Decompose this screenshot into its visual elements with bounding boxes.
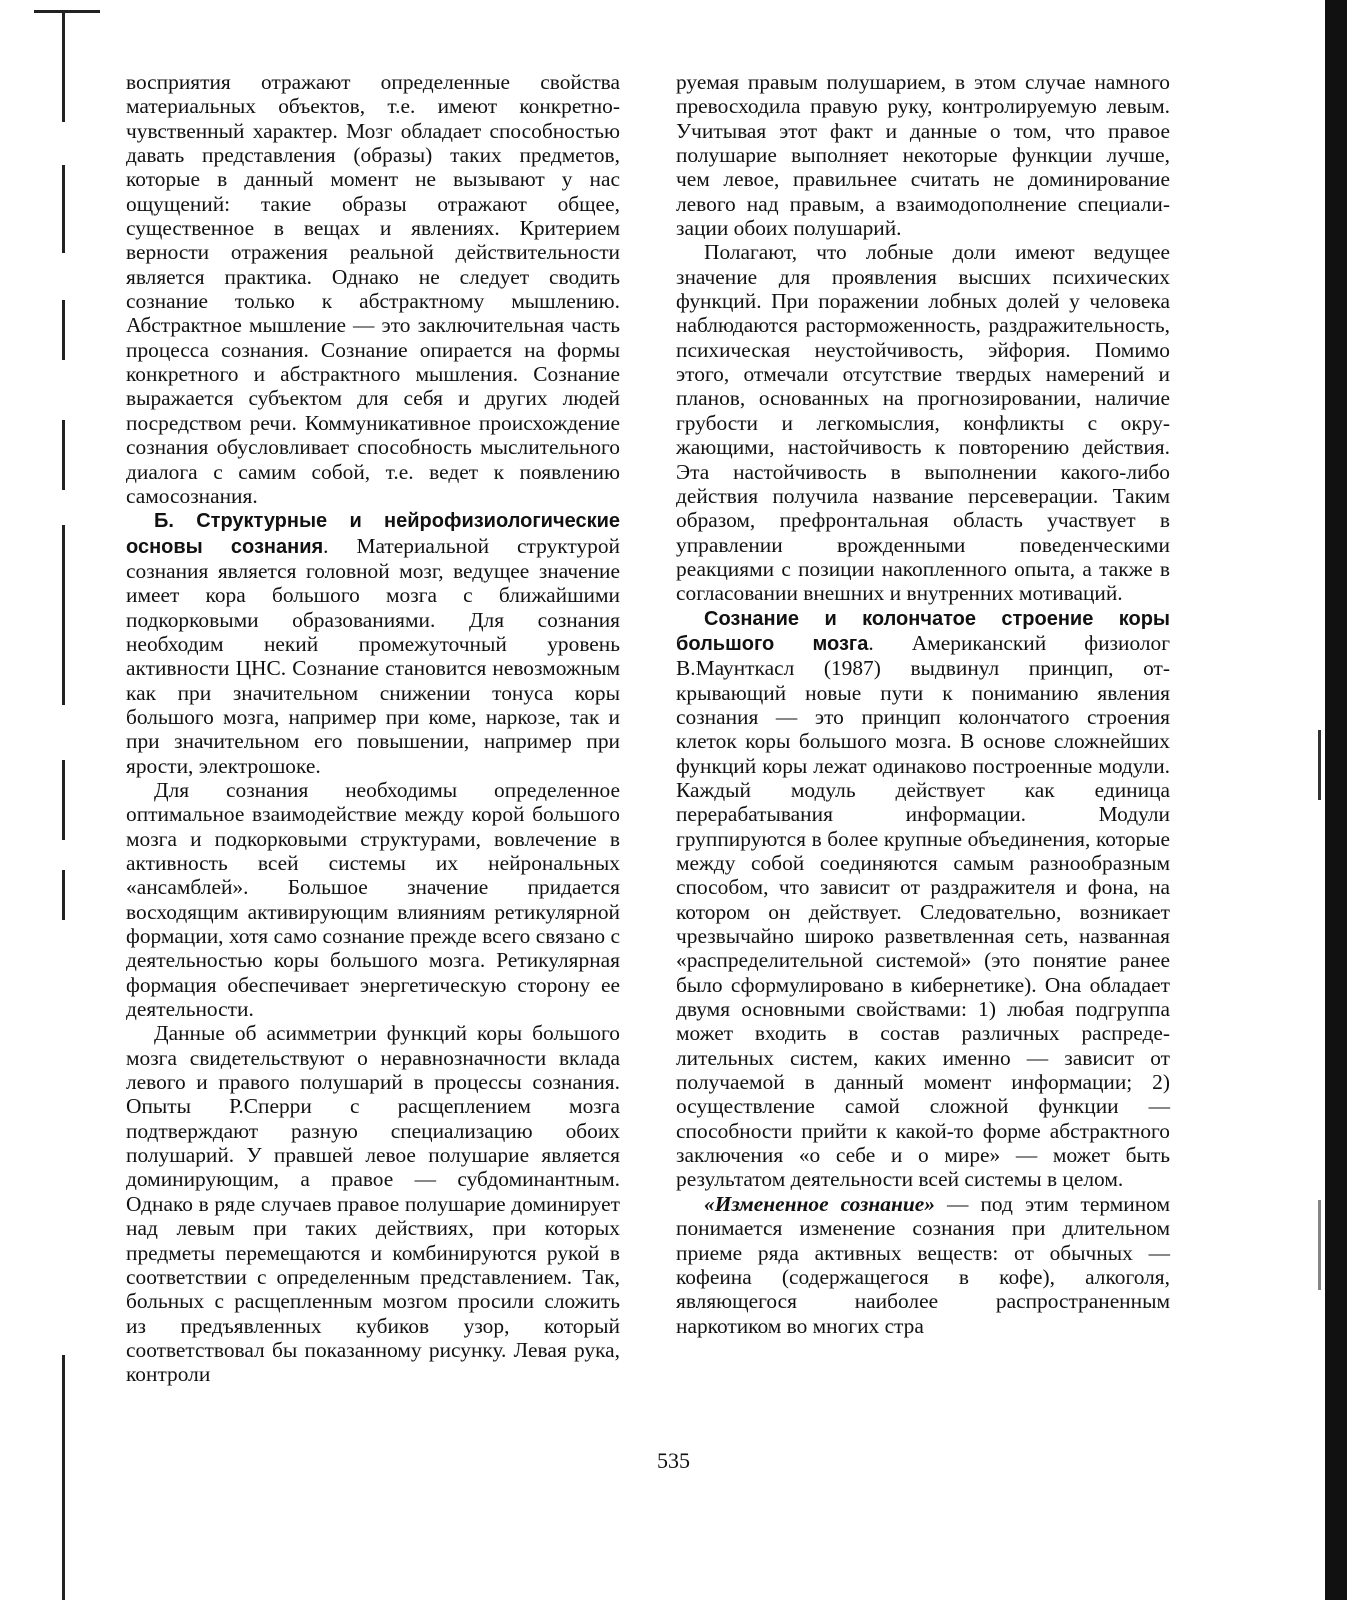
scan-artifact-top-mark <box>34 10 100 13</box>
paragraph <box>676 1192 1170 1338</box>
scan-artifact-left-line <box>62 525 65 705</box>
paragraph: руемая правым полушарием, в этом случае намного превосходила правую руку, контролируемую левым. Учитывая этот факт и данные о том, что правое полушарие выполняет некоторые функции лучше, чем левое, правильнее считать не доминирование левого над правым, а взаимодополнение специализации обоих полушарий. <box>676 70 1170 241</box>
paragraph: Данные об асимметрии функций коры большого мозга свидетельствуют о неравнозначности вклада левого и правого полушарий в процессы сознания. Опыты Р.Сперри с расщеплением мозга подтверждают разную специализацию обоих полушарий. У правшей левое полушарие является доминирующим, а правое — субдоминантным. Однако в ряде случаев правое полушарие доминирует над левым при таких действиях, при которых предметы перемещаются и комбинируются рукой в соответствии с определенным представлением. Так, больных с расщепленным мозгом просили сложить из предъявленных кубиков узор, который соответствовал бы показанному рисунку. Левая рука, контроли <box>126 1021 620 1387</box>
paragraph: восприятия отражают определенные свойства материальных объектов, т.е. имеют конкретно-чувственный характер. Мозг обладает способностью давать представления (образы) таких предметов, которые в данный момент не вызывают у нас ощущений: такие образы отражают общее, существенное в вещах и явлениях. Критерием верности отражения реальной действительности является практика. Однако не следует сводить сознание только к абстрактному мышлению. Абстрактное мышление — это заключительная часть процесса сознания. Сознание опирается на формы конкретного и абстрактного мышления. Сознание выражается субъектом для себя и других людей посредством речи. Коммуникативное происхождение сознания обусловливает способность мыслительного диалога с самим собой, т.е. ведет к появлению самосознания. <box>126 70 620 508</box>
scan-artifact-right-line <box>1318 1200 1321 1290</box>
paragraph: Полагают, что лобные доли имеют ведущее значение для проявления высших психических функций. При поражении лобных долей у человека наблюдаются расторможенность, раздражительность, психическая неустойчивость, эйфория. Помимо этого, отмечали отсутствие твердых намерений и планов, основанных на прогнозировании, наличие грубости и легкомыслия, конфликты с окружающими, настойчивость к повторению действия. Эта настойчивость в выполнении какого-либо действия получила название персеверации. Таким образом, префронтальная область участвует в управлении врожденными поведенческими реакциями с позиции накопленного опыта, а также в согласовании внешних и внутренних мотиваций. <box>676 240 1170 606</box>
paragraph <box>126 508 620 778</box>
left-column <box>126 70 620 1387</box>
scan-artifact-left-line <box>62 300 65 360</box>
scan-artifact-left-line <box>62 165 65 253</box>
paragraph <box>676 606 1170 1192</box>
term-heading: «Измененное сознание» <box>704 1191 935 1216</box>
scan-artifact-left-line <box>62 420 65 490</box>
scan-artifact-right-edge <box>1325 0 1347 1600</box>
scan-artifact-left-line <box>62 10 65 122</box>
paragraph: Для сознания необходимы определенное оптимальное взаимодействие между корой большого мозга и подкорковыми структурами, вовлечение в активность всей системы их нейрональных «ансамблей». Большое значение придается восходящим активирующим влияниям ретикулярной формации, хотя само сознание прежде всего связано с деятельностью коры большого мозга. Ретикулярная формация обеспечивает энергетическую сторону ее деятельности. <box>126 777 620 1022</box>
scan-artifact-right-line <box>1318 730 1321 800</box>
scan-artifact-left-line <box>62 1355 65 1600</box>
paragraph-text: . Материальной структурой сознания является головной мозг, ведущее значение имеет кора большого мозга с ближайшими подкорковыми образованиями. Для сознания необходим некий промежуточный уровень активности ЦНС. Сознание становится невозможным как при значительном снижении тонуса коры большого мозга, например при коме, наркозе, так и при значительном его повышении, например при ярости, электрошоке. <box>126 533 620 778</box>
right-column <box>676 70 1170 1338</box>
section-heading: Б. Структурные и нейрофизиологические основы сознания <box>126 510 620 558</box>
page-number: 535 <box>657 1448 690 1473</box>
section-heading: Сознание и колончатое строение коры большого мозга <box>676 607 1170 655</box>
paragraph-text: — под этим термином понимается изменение сознания при длительном приеме ряда активных веществ: от обычных — кофеина (содержащегося в кофе), алкоголя, являющегося наиболее распространенным наркотиком во многих стра <box>676 1191 1170 1338</box>
paragraph-text: . Американский физиолог В.Маунткасл (1987) выдвинул принцип, открывающий новые пути к пониманию явления сознания — это принцип колончатого строения клеток коры большого мозга. В основе сложнейших функций коры лежат одинаково построенные модули. Каждый модуль действует как единица перерабатывания информации. Модули группируются в более крупные объединения, которые между собой соединяются самым разнообразным способом, что зависит от раздражителя и фона, на котором он действует. Следовательно, возникает чрезвычайно широко разветвленная сеть, названная «распределительной системой» (это понятие ранее было сформулировано в кибернетике). Она обладает двумя основными свойствами: 1) любая подгруппа может входить в состав различных распределительных систем, каких именно — зависит от получаемой в данный момент информации; 2) осуществление самой сложной функции — способности прийти к какой-то форме абстрактного заключения «о себе и о мире» — может быть результатом деятельности всей системы в целом. <box>676 630 1171 1192</box>
scan-artifact-left-line <box>62 870 65 920</box>
scan-artifact-left-line <box>62 760 65 840</box>
